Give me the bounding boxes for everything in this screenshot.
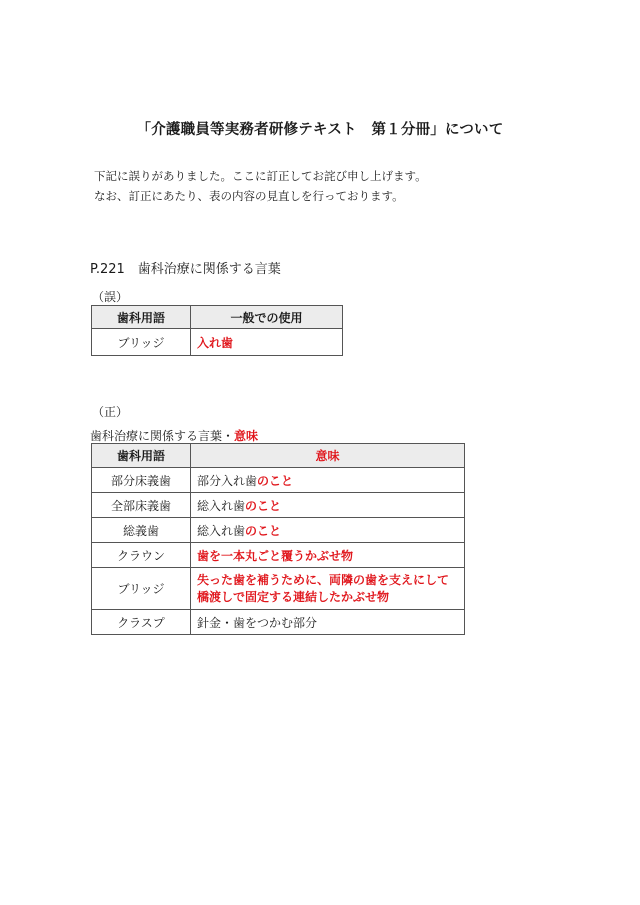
page-title: 「介護職員等実務者研修テキスト 第１分冊」について bbox=[136, 122, 504, 138]
error-header-term: 歯科用語 bbox=[92, 306, 191, 329]
meaning-cell: 針金・歯をつかむ部分 bbox=[191, 610, 465, 635]
correct-table bbox=[91, 443, 465, 635]
table-row bbox=[92, 568, 465, 610]
error-label: （誤） bbox=[92, 290, 129, 304]
term-cell: ブリッジ bbox=[92, 568, 191, 610]
caption-text: 歯科治療に関係する言葉・ bbox=[90, 429, 235, 443]
error-term-cell: ブリッジ bbox=[92, 329, 191, 356]
caption-highlight: 意味 bbox=[234, 429, 259, 443]
meaning-cell: 失った歯を補うために、両隣の歯を支えにして橋渡しで固定する連結したかぶせ物 bbox=[191, 568, 465, 610]
correct-header-meaning: 意味 bbox=[191, 444, 465, 468]
table-row bbox=[92, 329, 343, 356]
section-title: P.221 歯科治療に関係する言葉 bbox=[90, 262, 281, 277]
meaning-cell: 総入れ歯のこと bbox=[191, 518, 465, 543]
meaning-cell: 総入れ歯のこと bbox=[191, 493, 465, 518]
table-row bbox=[92, 518, 465, 543]
table-row bbox=[92, 543, 465, 568]
error-usage-cell: 入れ歯 bbox=[191, 329, 343, 356]
correct-label: （正） bbox=[92, 405, 129, 419]
table-row bbox=[92, 610, 465, 635]
meaning-cell: 歯を一本丸ごと覆うかぶせ物 bbox=[191, 543, 465, 568]
term-cell: クラスプ bbox=[92, 610, 191, 635]
error-header-usage: 一般での使用 bbox=[191, 306, 343, 329]
correct-header-term: 歯科用語 bbox=[92, 444, 191, 468]
term-cell: クラウン bbox=[92, 543, 191, 568]
term-cell: 全部床義歯 bbox=[92, 493, 191, 518]
notice-line-1: 下記に誤りがありました。ここに訂正してお詫び申し上げます。 bbox=[94, 169, 427, 183]
table-row bbox=[92, 493, 465, 518]
error-table bbox=[91, 305, 343, 356]
table-row bbox=[92, 468, 465, 493]
term-cell: 総義歯 bbox=[92, 518, 191, 543]
correct-caption bbox=[90, 427, 258, 444]
meaning-cell: 部分入れ歯のこと bbox=[191, 468, 465, 493]
notice-line-2: なお、訂正にあたり、表の内容の見直しを行っております。 bbox=[94, 189, 404, 203]
term-cell: 部分床義歯 bbox=[92, 468, 191, 493]
